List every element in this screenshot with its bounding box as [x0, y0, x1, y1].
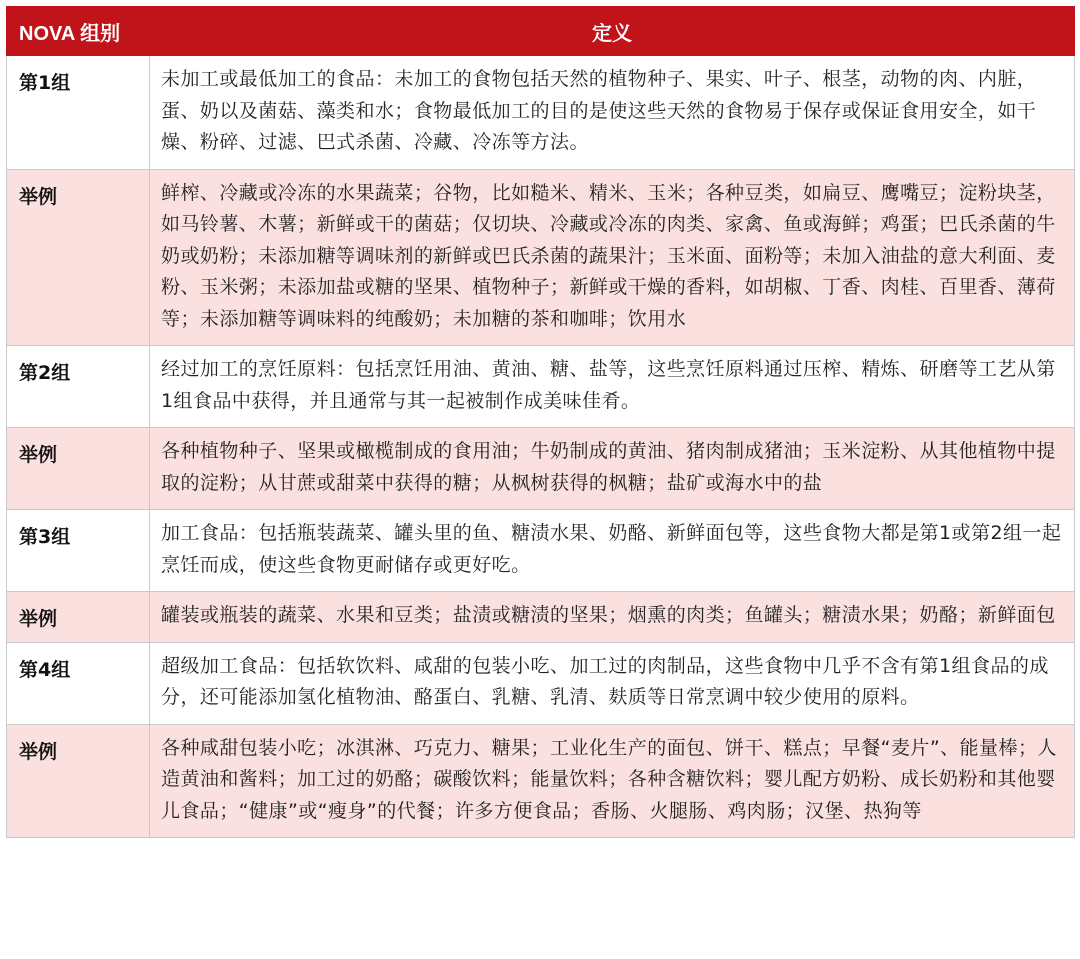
- row-label: 举例: [7, 724, 150, 838]
- table-row-group-4: [7, 642, 1075, 724]
- row-definition: 鲜榨、冷藏或冷冻的水果蔬菜；谷物，比如糙米、精米、玉米；各种豆类，如扁豆、鹰嘴豆；淀粉块茎，如马铃薯、木薯；新鲜或干的菌菇；仅切块、冷藏或冷冻的肉类、家禽、鱼或海鲜；鸡蛋；巴氏杀菌的牛奶或奶粉；未添加糖等调味剂的新鲜或巴氏杀菌的蔬果汁；玉米面、面粉等；未加入油盐的意大利面、麦粉、玉米粥；未添加盐或糖的坚果、植物种子；新鲜或干燥的香料，如胡椒、丁香、肉桂、百里香、薄荷等；未添加糖等调味料的纯酸奶；未加糖的茶和咖啡；饮用水: [150, 169, 1075, 346]
- row-definition: 未加工或最低加工的食品：未加工的食物包括天然的植物种子、果实、叶子、根茎，动物的肉、内脏，蛋、奶以及菌菇、藻类和水；食物最低加工的目的是使这些天然的食物易于保存或保证食用安全，如干燥、粉碎、过滤、巴式杀菌、冷藏、冷冻等方法。: [150, 56, 1075, 170]
- table-row-group-3: [7, 510, 1075, 592]
- table-row-example-2: [7, 428, 1075, 510]
- row-label: 第4组: [7, 642, 150, 724]
- row-definition: 加工食品：包括瓶装蔬菜、罐头里的鱼、糖渍水果、奶酪、新鲜面包等，这些食物大都是第1或第2组一起烹饪而成，使这些食物更耐储存或更好吃。: [150, 510, 1075, 592]
- header-group-column: NOVA 组别: [7, 7, 150, 56]
- row-definition: 罐装或瓶装的蔬菜、水果和豆类；盐渍或糖渍的坚果；烟熏的肉类；鱼罐头；糖渍水果；奶酪；新鲜面包: [150, 592, 1075, 643]
- row-definition: 各种植物种子、坚果或橄榄制成的食用油；牛奶制成的黄油、猪肉制成猪油；玉米淀粉、从其他植物中提取的淀粉；从甘蔗或甜菜中获得的糖；从枫树获得的枫糖；盐矿或海水中的盐: [150, 428, 1075, 510]
- table-row-example-4: [7, 724, 1075, 838]
- row-label: 举例: [7, 592, 150, 643]
- row-label: 第2组: [7, 346, 150, 428]
- row-definition: 各种咸甜包装小吃；冰淇淋、巧克力、糖果；工业化生产的面包、饼干、糕点；早餐“麦片”、能量棒；人造黄油和酱料；加工过的奶酪；碳酸饮料；能量饮料；各种含糖饮料；婴儿配方奶粉、成长奶粉和其他婴儿食品；“健康”或“瘦身”的代餐；许多方便食品；香肠、火腿肠、鸡肉肠；汉堡、热狗等: [150, 724, 1075, 838]
- row-label: 举例: [7, 169, 150, 346]
- row-label: 第1组: [7, 56, 150, 170]
- row-definition: 超级加工食品：包括软饮料、咸甜的包装小吃、加工过的肉制品，这些食物中几乎不含有第1组食品的成分，还可能添加氢化植物油、酪蛋白、乳糖、乳清、麸质等日常烹调中较少使用的原料。: [150, 642, 1075, 724]
- row-label: 第3组: [7, 510, 150, 592]
- row-definition: 经过加工的烹饪原料：包括烹饪用油、黄油、糖、盐等，这些烹饪原料通过压榨、精炼、研磨等工艺从第1组食品中获得，并且通常与其一起被制作成美味佳肴。: [150, 346, 1075, 428]
- row-label: 举例: [7, 428, 150, 510]
- table-row-example-1: [7, 169, 1075, 346]
- table-row-group-1: [7, 56, 1075, 170]
- table-header-row: [7, 7, 1075, 56]
- header-definition-column: 定义: [150, 7, 1075, 56]
- table-row-example-3: [7, 592, 1075, 643]
- table-row-group-2: [7, 346, 1075, 428]
- nova-classification-table: [6, 6, 1075, 838]
